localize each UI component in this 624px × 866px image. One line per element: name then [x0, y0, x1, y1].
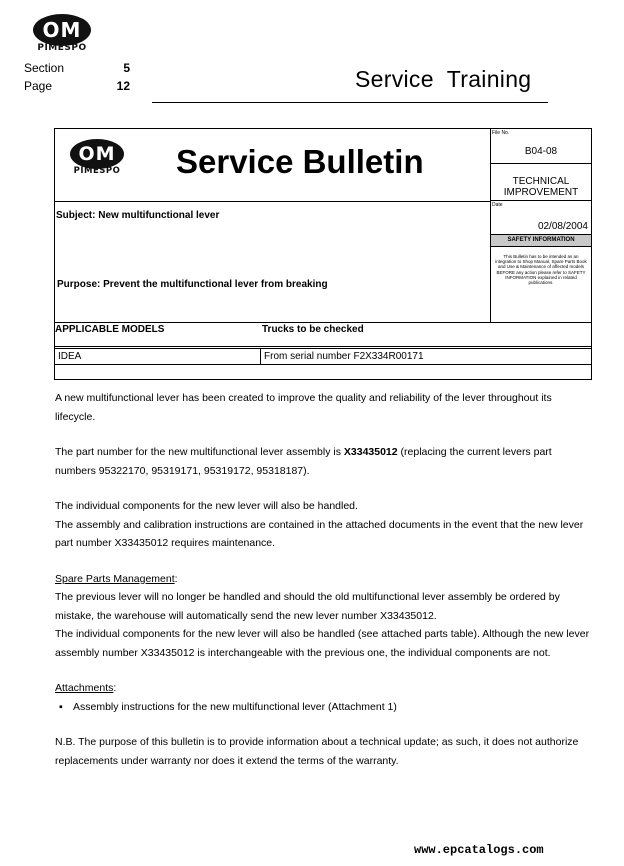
part-number-bold: X33435012: [343, 446, 398, 458]
attachments-colon: :: [113, 682, 117, 694]
bulletin-logo-sub: PIMESPO: [73, 166, 121, 176]
paragraph-part-number: [55, 443, 590, 480]
spare-parts-heading: [55, 570, 590, 589]
header-logo-sub: PIMESPO: [37, 43, 87, 53]
models-bottom-rule: [54, 364, 592, 365]
bulletin-body: [55, 389, 590, 787]
spare-parts-heading-text: Spare Parts Management: [55, 572, 175, 585]
section-value: 5: [123, 61, 130, 75]
safety-label: SAFETY INFORMATION: [491, 234, 591, 247]
paragraph-nb: N.B. The purpose of this bulletin is to provide information about a technical update; as such, it does not authorize replacements under warranty nor does it extend the terms of the warranty.: [55, 736, 579, 767]
attachment-item-text: Assembly instructions for the new multifunctional lever (Attachment 1): [73, 700, 397, 713]
models-header: APPLICABLE MODELS: [55, 324, 165, 335]
safety-text: This Bulletin has to be intended as an integration to Shop Manual, Spare Parts Book and Use & Maintenance of affected models BEFORE any action please refer to SAFETY INFORMATION explained in related publications.: [495, 254, 587, 286]
attachments-heading: [55, 679, 590, 698]
date-label: Date: [492, 202, 503, 208]
bulletin-subject: Subject: New multifunctional lever: [56, 210, 220, 221]
header-logo: [26, 14, 98, 53]
paragraph-assembly: The assembly and calibration instructions are contained in the attached documents in the event that the new lever part number X33435012 requires maintenance.: [55, 518, 584, 549]
page-value: 12: [116, 79, 130, 93]
part-number-text-end: (replacing the current levers part numbers 95322170, 95319171, 95319172, 95318187).: [55, 446, 552, 477]
models-col-divider: [260, 348, 261, 364]
part-number-text: The part number for the new multifunctional lever assembly is: [55, 446, 344, 458]
spare-parts-colon: :: [174, 572, 178, 585]
footer-site: www.epcatalogs.com: [414, 843, 544, 857]
page-title: Service Training: [355, 66, 532, 92]
file-no-rule: [490, 163, 592, 164]
bulletin-purpose: Purpose: Prevent the multifunctional lever from breaking: [57, 279, 328, 290]
trucks-cell: From serial number F2X334R00171: [264, 351, 424, 362]
bulletin-header-rule: [54, 201, 490, 202]
bulletin-logo-mark: OM: [70, 139, 124, 169]
type-rule: [490, 200, 592, 201]
model-cell: IDEA: [58, 351, 82, 362]
file-no-label: File No.: [492, 130, 510, 136]
bulletin-type-line2: IMPROVEMENT: [503, 187, 579, 198]
page-label: Page: [24, 79, 53, 93]
paragraph-components: The individual components for the new lever will also be handled.: [55, 500, 358, 512]
header-logo-mark: OM: [33, 14, 91, 46]
file-no: B04-08: [524, 146, 558, 157]
attachments-heading-text: Attachments: [55, 682, 114, 694]
paragraph-intro: A new multifunctional lever has been created to improve the quality and reliability of the lever throughout its lifecycle.: [55, 392, 552, 423]
header-rule: [152, 102, 548, 103]
bulletin-logo: [64, 139, 130, 176]
bulletin-type-line1: TECHNICAL: [512, 176, 570, 187]
section-label: Section: [24, 61, 65, 75]
models-mid-rule2: [54, 348, 592, 349]
models-mid-rule: [54, 346, 592, 347]
bullet-icon: ▪: [59, 700, 63, 713]
bulletin-title: Service Bulletin: [176, 143, 424, 180]
trucks-header: Trucks to be checked: [262, 324, 364, 335]
attachment-item: [55, 698, 590, 717]
bulletin-date: 02/08/2004: [537, 221, 588, 232]
models-top-rule: [54, 322, 592, 323]
paragraph-spare2: The individual components for the new lever will also be handled (see attached parts table). Although the new lever assembly number X33435012 is interchangeable with the previous one, the individual components are not.: [55, 628, 590, 659]
paragraph-spare1: The previous lever will no longer be handled and should the old multifunctional lever assembly be ordered by mistake, the warehouse will automatically send the new lever number X33435012.: [55, 591, 560, 622]
